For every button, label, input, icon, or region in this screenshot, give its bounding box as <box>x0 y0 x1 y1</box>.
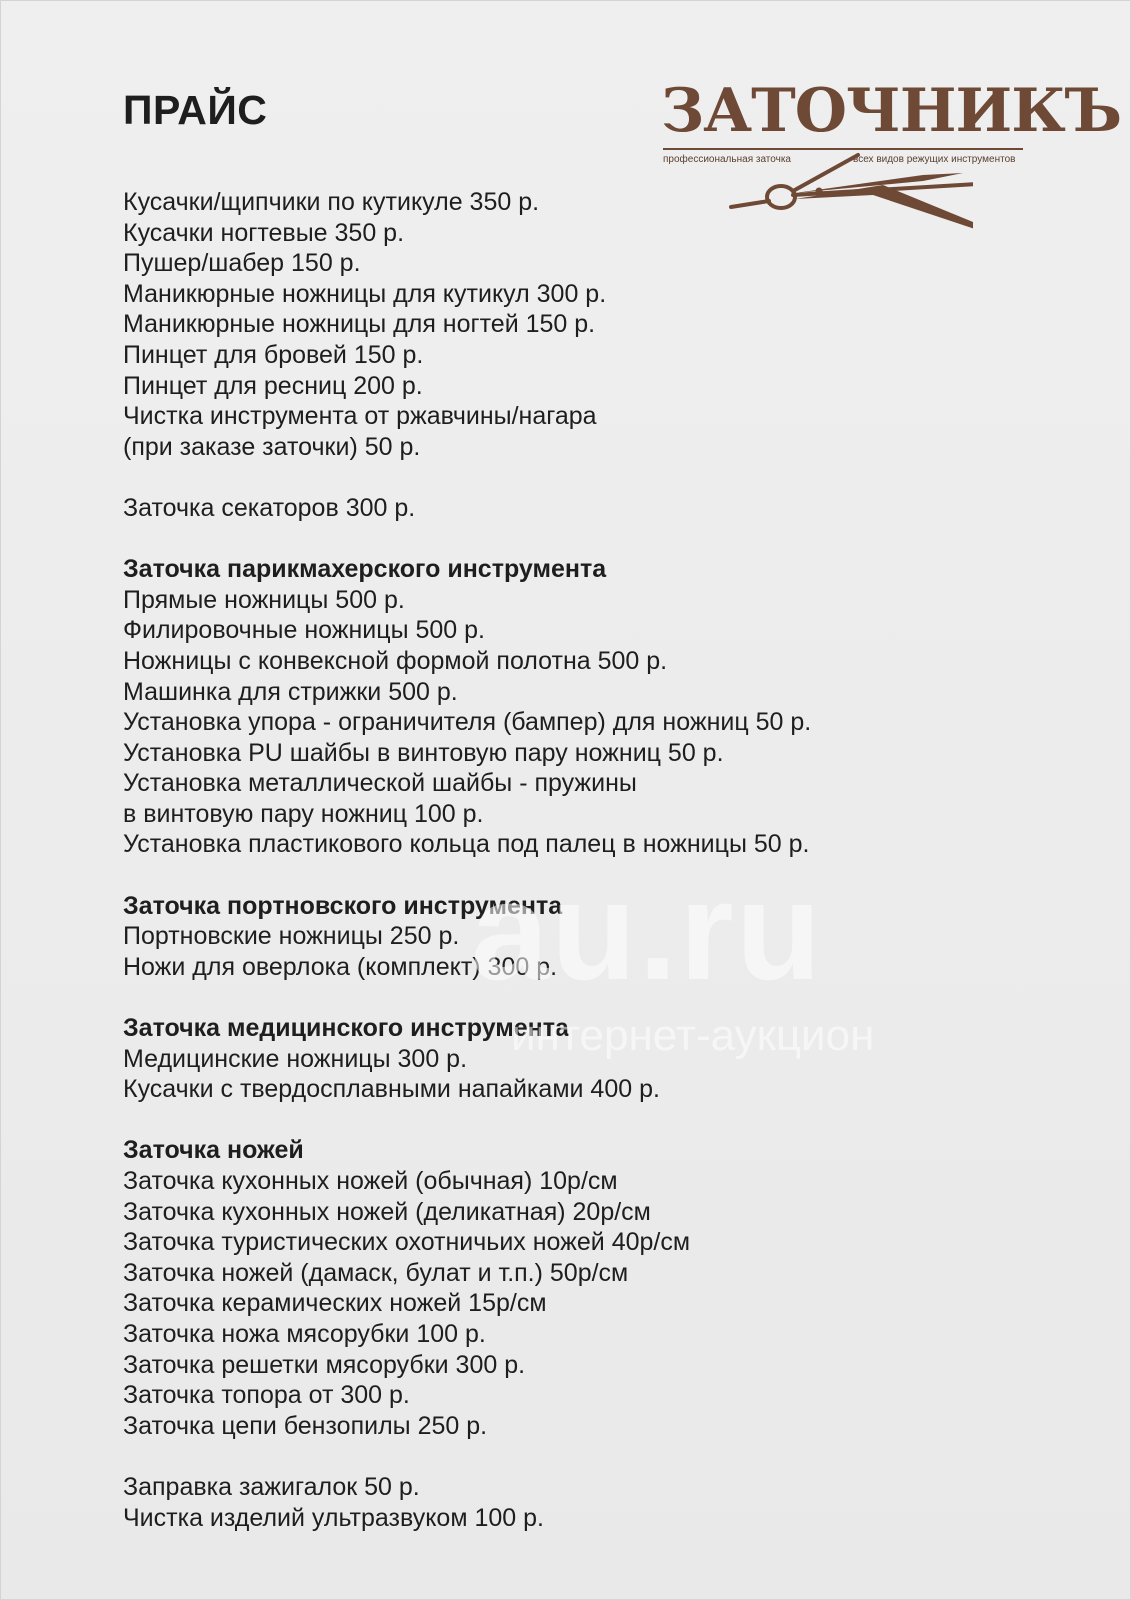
price-item: Пинцет для бровей 150 р. <box>123 340 424 369</box>
price-list <box>123 187 811 1533</box>
price-item: Заточка ножа мясорубки 100 р. <box>123 1319 486 1348</box>
price-item: в винтовую пару ножниц 100 р. <box>123 799 484 828</box>
price-item: Установка пластикового кольца под палец в ножницы 50 р. <box>123 830 810 859</box>
price-item: (при заказе заточки) 50 р. <box>123 432 421 461</box>
section-heading: Заточка парикмахерского инструмента <box>123 555 607 584</box>
price-item: Заточка топора от 300 р. <box>123 1381 410 1410</box>
price-item: Заточка керамических ножей 15р/см <box>123 1289 547 1318</box>
price-item: Заточка кухонных ножей (обычная) 10р/см <box>123 1167 618 1195</box>
page-title: ПРАЙС <box>123 87 268 133</box>
price-item: Ножи для оверлока (комплект) 300 р. <box>123 952 558 981</box>
price-item: Машинка для стрижки 500 р. <box>123 677 458 706</box>
price-item: Пушер/шабер 150 р. <box>123 249 361 278</box>
section-heading: Заточка медицинского инструмента <box>123 1014 569 1043</box>
price-item: Маникюрные ножницы для кутикул 300 р. <box>123 279 607 308</box>
price-item: Заточка решетки мясорубки 300 р. <box>123 1350 526 1379</box>
price-item: Заточка кухонных ножей (деликатная) 20р/см <box>123 1197 651 1226</box>
price-item: Установка упора - ограничителя (бампер) для ножниц 50 р. <box>123 708 812 737</box>
price-item: Заточка секаторов 300 р. <box>123 493 416 522</box>
price-item: Кусачки с твердосплавными напайками 400 р. <box>123 1075 660 1104</box>
price-item: Установка металлической шайбы - пружины <box>123 769 637 798</box>
price-item: Ножницы с конвексной формой полотна 500 р. <box>123 646 668 675</box>
price-item: Маникюрные ножницы для ногтей 150 р. <box>123 310 596 339</box>
logo-tagline-right: всех видов режущих инструментов <box>853 154 1016 165</box>
logo-tagline-left: профессиональная заточка <box>663 154 791 165</box>
price-item: Чистка изделий ультразвуком 100 р. <box>123 1503 544 1532</box>
logo-wordmark: ЗАТОЧНИКЪ <box>661 76 1122 146</box>
price-item: Пинцет для ресниц 200 р. <box>123 371 423 400</box>
watermark-caption: интернет-аукцион <box>511 1011 875 1060</box>
section-heading: Заточка ножей <box>123 1136 304 1165</box>
price-item: Заточка цепи бензопилы 250 р. <box>123 1411 488 1440</box>
price-item: Филировочные ножницы 500 р. <box>123 616 485 645</box>
section-heading: Заточка портновского инструмента <box>123 891 563 920</box>
price-item: Установка PU шайбы в винтовую пару ножниц 50 р. <box>123 738 724 767</box>
price-item: Заточка ножей (дамаск, булат и т.п.) 50р/см <box>123 1258 629 1287</box>
price-item: Кусачки ногтевые 350 р. <box>123 218 405 247</box>
price-item: Медицинские ножницы 300 р. <box>123 1044 468 1073</box>
price-item: Заправка зажигалок 50 р. <box>123 1472 420 1501</box>
watermark-logo: au.ru <box>471 852 824 1009</box>
price-item: Портновские ножницы 250 р. <box>123 922 460 951</box>
price-item: Заточка туристических охотничьих ножей 40р/см <box>123 1228 691 1257</box>
price-item: Кусачки/щипчики по кутикуле 350 р. <box>123 188 540 216</box>
price-item: Прямые ножницы 500 р. <box>123 585 405 614</box>
price-item: Чистка инструмента от ржавчины/нагара <box>123 402 597 431</box>
